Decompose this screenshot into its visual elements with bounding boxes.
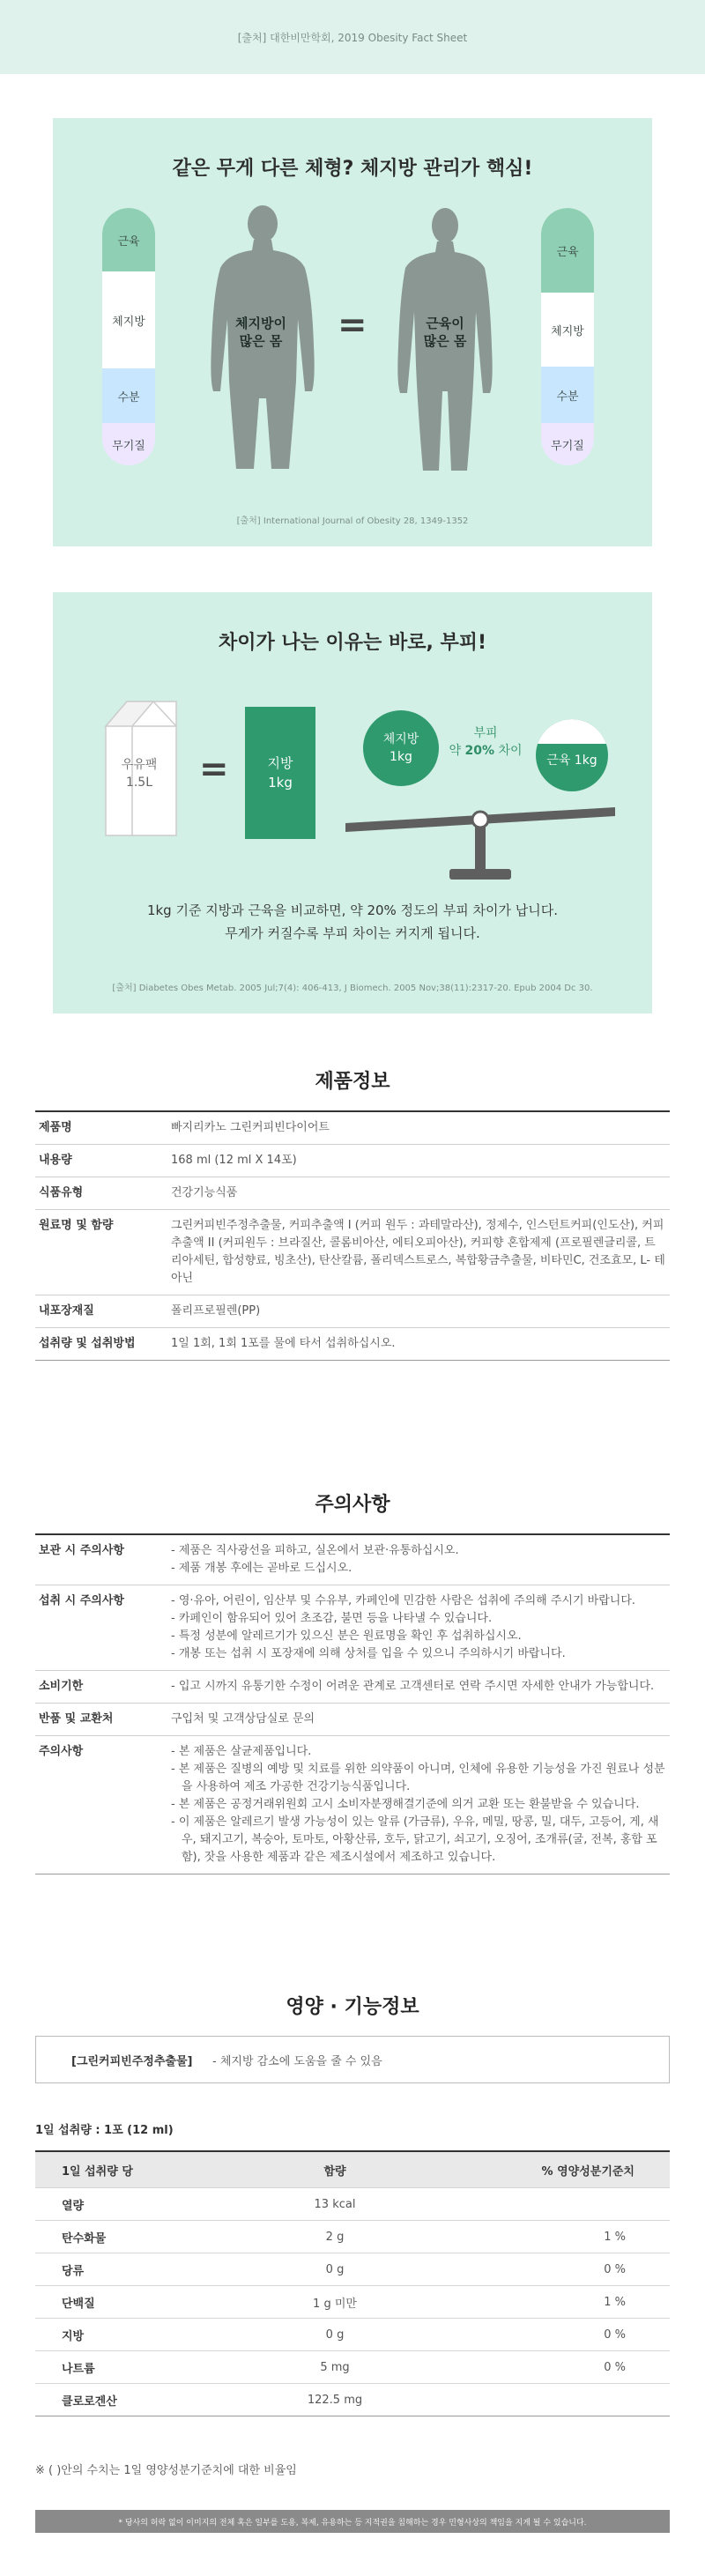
caution-line: - 본 제품은 공정거래위원회 고시 소비자분쟁해결기준에 의거 교환 또는 환불받을 수 있습니다. xyxy=(171,1798,640,1811)
desc-line2: 무게가 커질수록 부피 차이는 커지게 됩니다. xyxy=(225,925,480,941)
table-row xyxy=(35,1112,670,1145)
nutrient-name: 단백질 xyxy=(62,2297,95,2311)
product-info-table xyxy=(35,1110,670,1361)
nutrition-note: ※ ( )안의 수치는 1일 영양성분기준치에 대한 비율임 xyxy=(35,2464,297,2477)
copyright-footer: * 당사의 허락 없이 이미지의 전체 혹은 일부를 도용, 복제, 유용하는 등 지적권을 침해하는 경우 민형사상의 책임을 지게 될 수 있습니다. xyxy=(35,2510,670,2533)
table-row xyxy=(35,2383,670,2416)
row-value: 폴리프로필렌(PP) xyxy=(171,1304,261,1318)
panel2-title: 차이가 나는 이유는 바로, 부피! xyxy=(218,632,487,654)
table-row xyxy=(35,1210,670,1295)
pill-segment-mineral: 무기질 xyxy=(541,423,594,465)
fat-block xyxy=(245,707,315,839)
nutrient-percent: 0 % xyxy=(604,2327,626,2342)
nutrient-amount: 5 mg xyxy=(320,2360,350,2374)
row-value xyxy=(167,1736,670,1874)
nutrient-name: 나트륨 xyxy=(62,2362,95,2376)
row-key: 섭취량 및 섭취방법 xyxy=(39,1337,136,1350)
pill-segment-fat: 체지방 xyxy=(541,293,594,367)
milk-label-line2: 1.5L xyxy=(125,776,153,790)
volume-description xyxy=(53,899,652,945)
row-key: 내용량 xyxy=(39,1154,72,1167)
nutrient-amount: 1 g 미만 xyxy=(313,2297,357,2311)
caution-line: - 이 제품은 알레르기 발생 가능성이 있는 알류 (가금류), 우유, 메밀, 땅콩, 밀, 대두, 고등어, 게, 새우, 돼지고기, 복숭아, 토마토, 아황산류, 호두, 닭고기, 쇠고기, 오징어, 조개류(굴, 전복, 홍합 포함), 잣을 사용한 제품과 같은 제조시설에서 제조하고 있습니다. xyxy=(171,1815,659,1864)
fat-body-label-line2: 많은 몸 xyxy=(239,333,283,349)
row-key: 섭취 시 주의사항 xyxy=(39,1594,124,1607)
row-key: 식품유형 xyxy=(39,1186,84,1199)
caution-line: - 제품 개봉 후에는 곧바로 드십시오. xyxy=(171,1562,352,1575)
table-row xyxy=(35,1585,670,1671)
table-row xyxy=(35,1671,670,1704)
fat-circle xyxy=(363,710,439,786)
muscle-circle-label: 근육 1kg xyxy=(546,753,597,768)
nutrient-amount: 0 g xyxy=(325,2327,345,2342)
diff-label: 부피 xyxy=(473,726,498,740)
table-row xyxy=(35,2318,670,2350)
product-info-title: 제품정보 xyxy=(315,1071,390,1093)
caution-line: - 제품은 직사광선을 피하고, 실온에서 보관·유통하십시오. xyxy=(171,1544,459,1557)
caution-line: - 카페인이 함유되어 있어 초조감, 불면 등을 나타낼 수 있습니다. xyxy=(171,1612,493,1625)
table-row xyxy=(35,1535,670,1585)
nutrient-amount: 0 g xyxy=(325,2262,345,2276)
row-key: 소비기한 xyxy=(39,1680,84,1693)
nutrient-amount: 13 kcal xyxy=(314,2197,356,2211)
milk-label-line1: 우유팩 xyxy=(121,758,158,772)
row-value: 그린커피빈주정추출물, 커피추출액 I (커피 원두 : 과테말라산), 정제수, 인스턴트커피(인도산), 커피추출액 II (커피원두 : 브라질산, 콜롬비아산, 에티오피아산), 커피향 혼합제제 (프로필렌글리콜, 트리아세틴, 합성향료, 빙초산), 탄산칼륨, 폴리덱스트로스, 복합황금추출물, 비타민C, 건조효모, L- 테아닌 xyxy=(171,1219,665,1285)
panel2-source: [출처] Diabetes Obes Metab. 2005 Jul;7(4): 406-413, J Biomech. 2005 Nov;38(11):2317-20. Epub 2004 Dc 30. xyxy=(112,984,593,993)
panel1-source: [출처] International Journal of Obesity 28, 1349-1352 xyxy=(236,516,469,526)
pill-segment-water: 수분 xyxy=(102,368,155,423)
nutrient-amount: 2 g xyxy=(325,2230,345,2244)
row-key: 제품명 xyxy=(39,1121,72,1134)
row-value xyxy=(167,1535,670,1585)
muscle-body-label xyxy=(410,315,480,350)
nutrient-percent: 0 % xyxy=(604,2360,626,2374)
row-value: 1일 1회, 1회 1포를 물에 타서 섭취하십시오. xyxy=(171,1337,396,1350)
balance-scale-icon xyxy=(335,795,626,901)
diff-value: 20% xyxy=(464,744,494,758)
nutrient-percent: 1 % xyxy=(604,2295,626,2309)
table-row xyxy=(35,1736,670,1874)
fat-block-line1: 지방 xyxy=(267,755,293,771)
caution-line: - 본 제품은 질병의 예방 및 치료를 위한 의약품이 아니며, 인체에 유용한 기능성을 가진 원료나 성분을 사용하여 제조 가공한 건강기능식품입니다. xyxy=(171,1763,665,1793)
right-composition-pill xyxy=(541,208,594,465)
pill-segment-water: 수분 xyxy=(541,367,594,423)
diff-prefix: 약 xyxy=(449,744,462,758)
body-comparison-panel xyxy=(53,118,652,546)
functional-ingredient-box xyxy=(35,2036,670,2083)
row-value xyxy=(167,1585,670,1670)
table-header xyxy=(35,2152,670,2187)
row-key: 보관 시 주의사항 xyxy=(39,1544,124,1557)
header-cell: 함량 xyxy=(323,2164,346,2179)
table-row xyxy=(35,2350,670,2383)
table-row xyxy=(35,2285,670,2318)
caution-title: 주의사항 xyxy=(315,1494,390,1516)
caution-line: 구입처 및 고객상담실로 문의 xyxy=(171,1712,315,1726)
caution-table xyxy=(35,1533,670,1874)
table-row xyxy=(35,1704,670,1736)
row-value xyxy=(167,1671,670,1703)
table-row xyxy=(35,2187,670,2220)
diff-suffix: 차이 xyxy=(498,744,523,758)
nutrient-name: 탄수화물 xyxy=(62,2231,107,2246)
muscle-circle xyxy=(536,719,608,791)
top-source: [출처] 대한비만학회, 2019 Obesity Fact Sheet xyxy=(0,0,705,74)
row-key: 원료명 및 함량 xyxy=(39,1219,114,1232)
fat-circle-line1: 체지방 xyxy=(382,732,419,746)
muscle-body-label-line2: 많은 몸 xyxy=(423,333,467,349)
caution-line: - 특정 성분에 알레르기가 있으신 분은 원료명을 확인 후 섭취하십시오. xyxy=(171,1629,522,1643)
serving-size: 1일 섭취량 : 1포 (12 ml) xyxy=(35,2124,174,2137)
table-row xyxy=(35,1295,670,1328)
left-composition-pill xyxy=(102,208,155,465)
row-value: 빠지리카노 그린커피빈다이어트 xyxy=(171,1121,330,1134)
nutrient-name: 지방 xyxy=(62,2329,85,2343)
desc-line1: 1kg 기준 지방과 근육을 비교하면, 약 20% 정도의 부피 차이가 납니다. xyxy=(146,902,559,918)
nutrient-name: 당류 xyxy=(62,2264,85,2278)
milk-carton-label xyxy=(104,756,174,791)
equals-sign: = xyxy=(199,749,229,790)
fat-circle-line2: 1kg xyxy=(390,750,412,764)
muscle-body-label-line1: 근육이 xyxy=(426,316,464,331)
panel1-title: 같은 무게 다른 체형? 체지방 관리가 핵심! xyxy=(172,158,533,180)
table-row xyxy=(35,1328,670,1360)
row-key: 주의사항 xyxy=(39,1745,84,1758)
equals-sign: = xyxy=(338,305,367,345)
ingredient-name: [그린커피빈주정추출물] xyxy=(71,2054,193,2068)
nutrient-percent: 0 % xyxy=(604,2262,626,2276)
row-value: 168 ml (12 ml X 14포) xyxy=(171,1154,297,1167)
volume-difference-label xyxy=(437,724,534,760)
muscle-circle-top xyxy=(536,719,608,744)
table-row xyxy=(35,1177,670,1210)
ingredient-function: - 체지방 감소에 도움을 줄 수 있음 xyxy=(212,2054,382,2068)
fat-body-label xyxy=(226,315,296,350)
pill-segment-muscle: 근육 xyxy=(102,208,155,271)
fat-block-line2: 1kg xyxy=(268,775,293,791)
diff-line xyxy=(437,742,534,760)
pill-segment-mineral: 무기질 xyxy=(102,423,155,465)
table-row xyxy=(35,1145,670,1177)
caution-line: - 입고 시까지 유통기한 수정이 어려운 관계로 고객센터로 연락 주시면 자세한 안내가 가능합니다. xyxy=(171,1680,655,1693)
nutrient-name: 열량 xyxy=(62,2199,85,2213)
fat-body-label-line1: 체지방이 xyxy=(235,316,286,331)
nutrition-table xyxy=(35,2150,670,2416)
row-value xyxy=(167,1704,670,1735)
table-row xyxy=(35,2220,670,2253)
pill-segment-muscle: 근육 xyxy=(541,208,594,293)
nutrient-percent: 1 % xyxy=(604,2230,626,2244)
row-key: 내포장재질 xyxy=(39,1304,94,1318)
caution-line: - 개봉 또는 섭취 시 포장재에 의해 상처를 입을 수 있으니 주의하시기 바랍니다. xyxy=(171,1647,566,1660)
nutrient-amount: 122.5 mg xyxy=(307,2393,363,2407)
caution-line: - 본 제품은 살균제품입니다. xyxy=(171,1745,312,1758)
pill-segment-fat: 체지방 xyxy=(102,271,155,368)
caution-line: - 영·유아, 어린이, 임산부 및 수유부, 카페인에 민감한 사람은 섭취에 주의해 주시기 바랍니다. xyxy=(171,1594,636,1607)
row-value: 건강기능식품 xyxy=(171,1186,238,1199)
nutrition-title: 영양 · 기능정보 xyxy=(286,1996,419,2018)
row-key: 반품 및 교환처 xyxy=(39,1712,114,1726)
header-cell: 1일 섭취량 당 xyxy=(62,2164,133,2179)
volume-panel xyxy=(53,592,652,1013)
nutrient-name: 클로로겐산 xyxy=(62,2394,117,2409)
header-cell: % 영양성분기준치 xyxy=(541,2164,634,2179)
table-row xyxy=(35,2253,670,2285)
